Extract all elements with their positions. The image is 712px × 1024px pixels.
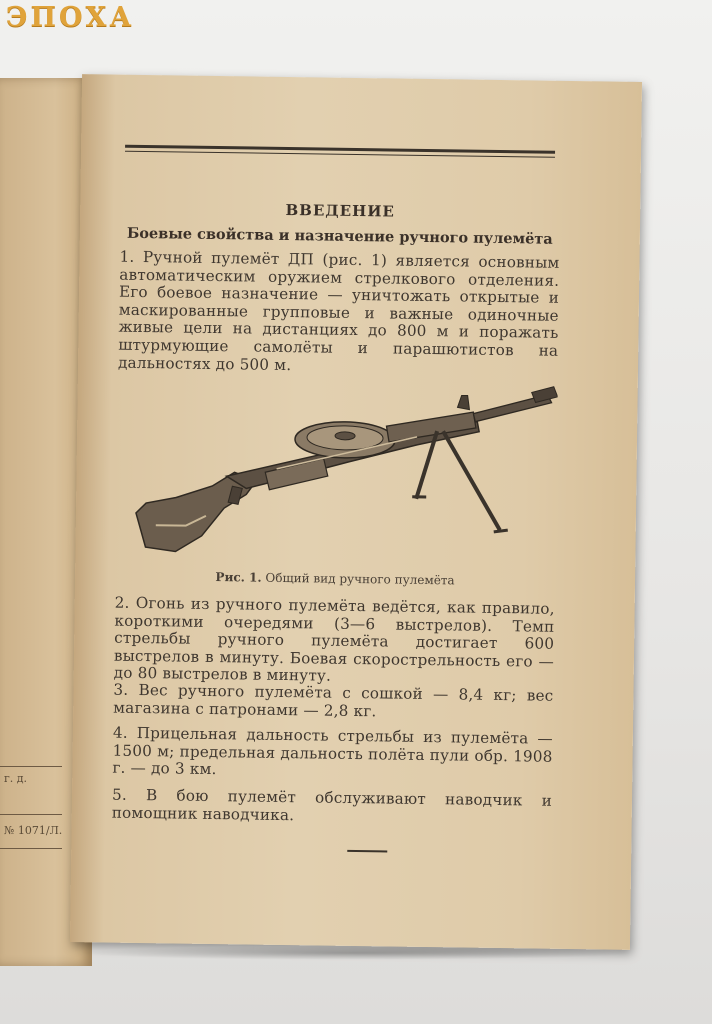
paragraph-4: 4. Прицельная дальность стрельбы из пулемёта — 1500 м; предельная дальность полёта пули обр. 1908 г. — до 3 км. (112, 723, 553, 779)
left-page-rule (0, 814, 62, 815)
paragraph-2: 2. Огонь из ручного пулемёта ведётся, как правило, короткими очередями (3—6 выстрелов). Темп стрельбы ручного пулемёта достигает 600 выстрелов в минуту. Боевая скорострельность его — до 80 выстрелов в минуту. (113, 593, 555, 686)
watermark-logo: ЭПОХА (6, 2, 135, 33)
figure-caption-label: Рис. 1. (215, 570, 262, 585)
figure-caption-text: Общий вид ручного пулемёта (265, 570, 455, 588)
section-heading: ВВЕДЕНИЕ (285, 200, 395, 221)
paragraph-3: 3. Вес ручного пулемёта с сошкой — 8,4 кг; вес магазина с патронами — 2,8 кг. (113, 680, 554, 720)
left-page-fragment: г. д. (4, 772, 28, 785)
machine-gun-illustration (115, 375, 558, 571)
machine-gun-figure (115, 375, 558, 571)
book-page (70, 74, 642, 950)
left-page-fragment: № 1071/Л. (4, 824, 63, 837)
section-subheading: Боевые свойства и назначение ручного пулемёта (126, 224, 553, 248)
page-content (110, 75, 602, 950)
figure-caption (115, 569, 555, 589)
left-page-rule (0, 766, 62, 767)
left-page-rule (0, 848, 62, 849)
paragraph-5: 5. В бою пулемёт обслуживают наводчик и помощник наводчика. (111, 785, 553, 824)
end-rule (347, 850, 387, 853)
paragraph-1: 1. Ручной пулемёт ДП (рис. 1) является основным автоматическим оружием стрелкового отделения. Его боевое назначение — уничтожать открытые и маскированные групповые и важные одиночные живые цели на дистанциях до 800 м и поражать штурмующие самолёты и парашютистов на дальностях до 500 м. (117, 247, 560, 374)
